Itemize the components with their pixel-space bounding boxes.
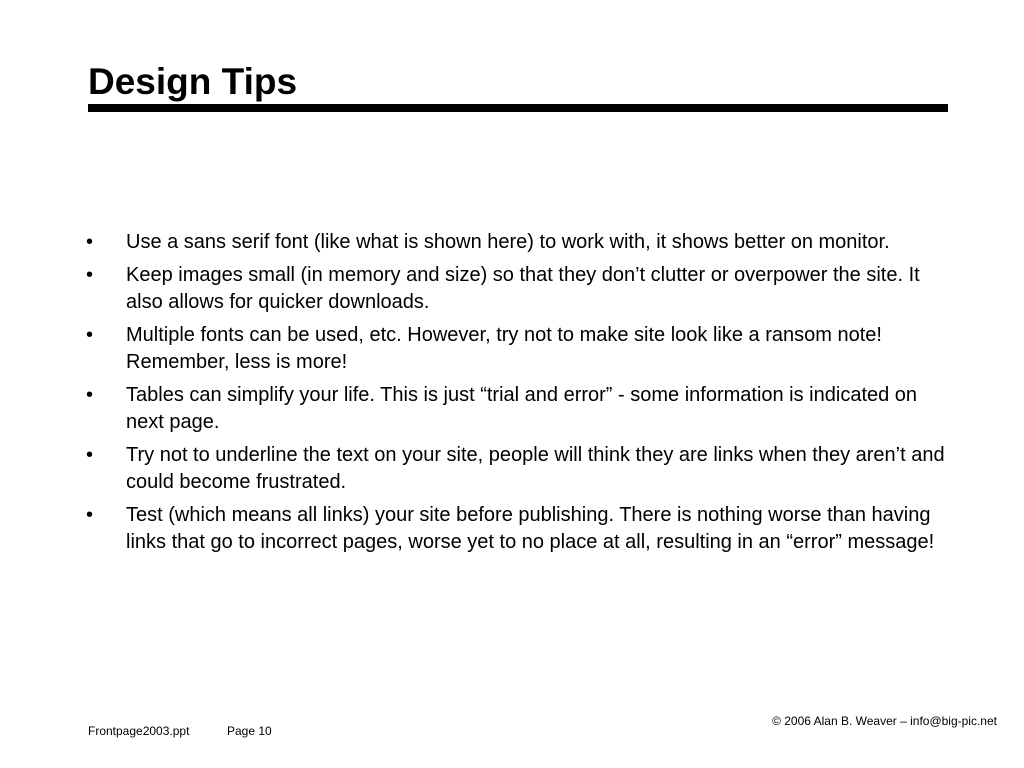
footer-filename: Frontpage2003.ppt xyxy=(88,724,190,738)
bullet-item xyxy=(86,442,946,496)
footer-copyright: © 2006 Alan B. Weaver – info@big-pic.net xyxy=(772,714,997,728)
bullet-text: Multiple fonts can be used, etc. However, try not to make site look like a ransom note! Remember, less is more! xyxy=(126,324,882,373)
slide-title: Design Tips xyxy=(88,61,298,102)
bullet-item xyxy=(86,229,946,256)
title-underline-rule xyxy=(88,104,948,112)
bullet-text: Tables can simplify your life. This is just “trial and error” - some information is indicated on next page. xyxy=(126,384,918,433)
bullet-text: Keep images small (in memory and size) so that they don’t clutter or overpower the site. It also allows for quicker downloads. xyxy=(126,264,920,313)
bullet-marker: • xyxy=(86,384,94,406)
bullet-marker: • xyxy=(86,324,94,346)
bullet-list xyxy=(86,229,946,562)
bullet-text: Use a sans serif font (like what is shown here) to work with, it shows better on monitor. xyxy=(126,231,890,253)
bullet-text: Try not to underline the text on your site, people will think they are links when they aren’t and could become frustrated. xyxy=(126,444,945,493)
bullet-marker: • xyxy=(86,504,94,526)
bullet-item xyxy=(86,382,946,436)
bullet-marker: • xyxy=(86,231,94,253)
bullet-marker: • xyxy=(86,264,94,286)
bullet-text: Test (which means all links) your site before publishing. There is nothing worse than having links that go to incorrect pages, worse yet to no place at all, resulting in an “error” message! xyxy=(126,504,935,553)
bullet-item xyxy=(86,262,946,316)
bullet-marker: • xyxy=(86,444,94,466)
bullet-item xyxy=(86,502,946,556)
footer-page-number: Page 10 xyxy=(227,724,272,738)
bullet-item xyxy=(86,322,946,376)
